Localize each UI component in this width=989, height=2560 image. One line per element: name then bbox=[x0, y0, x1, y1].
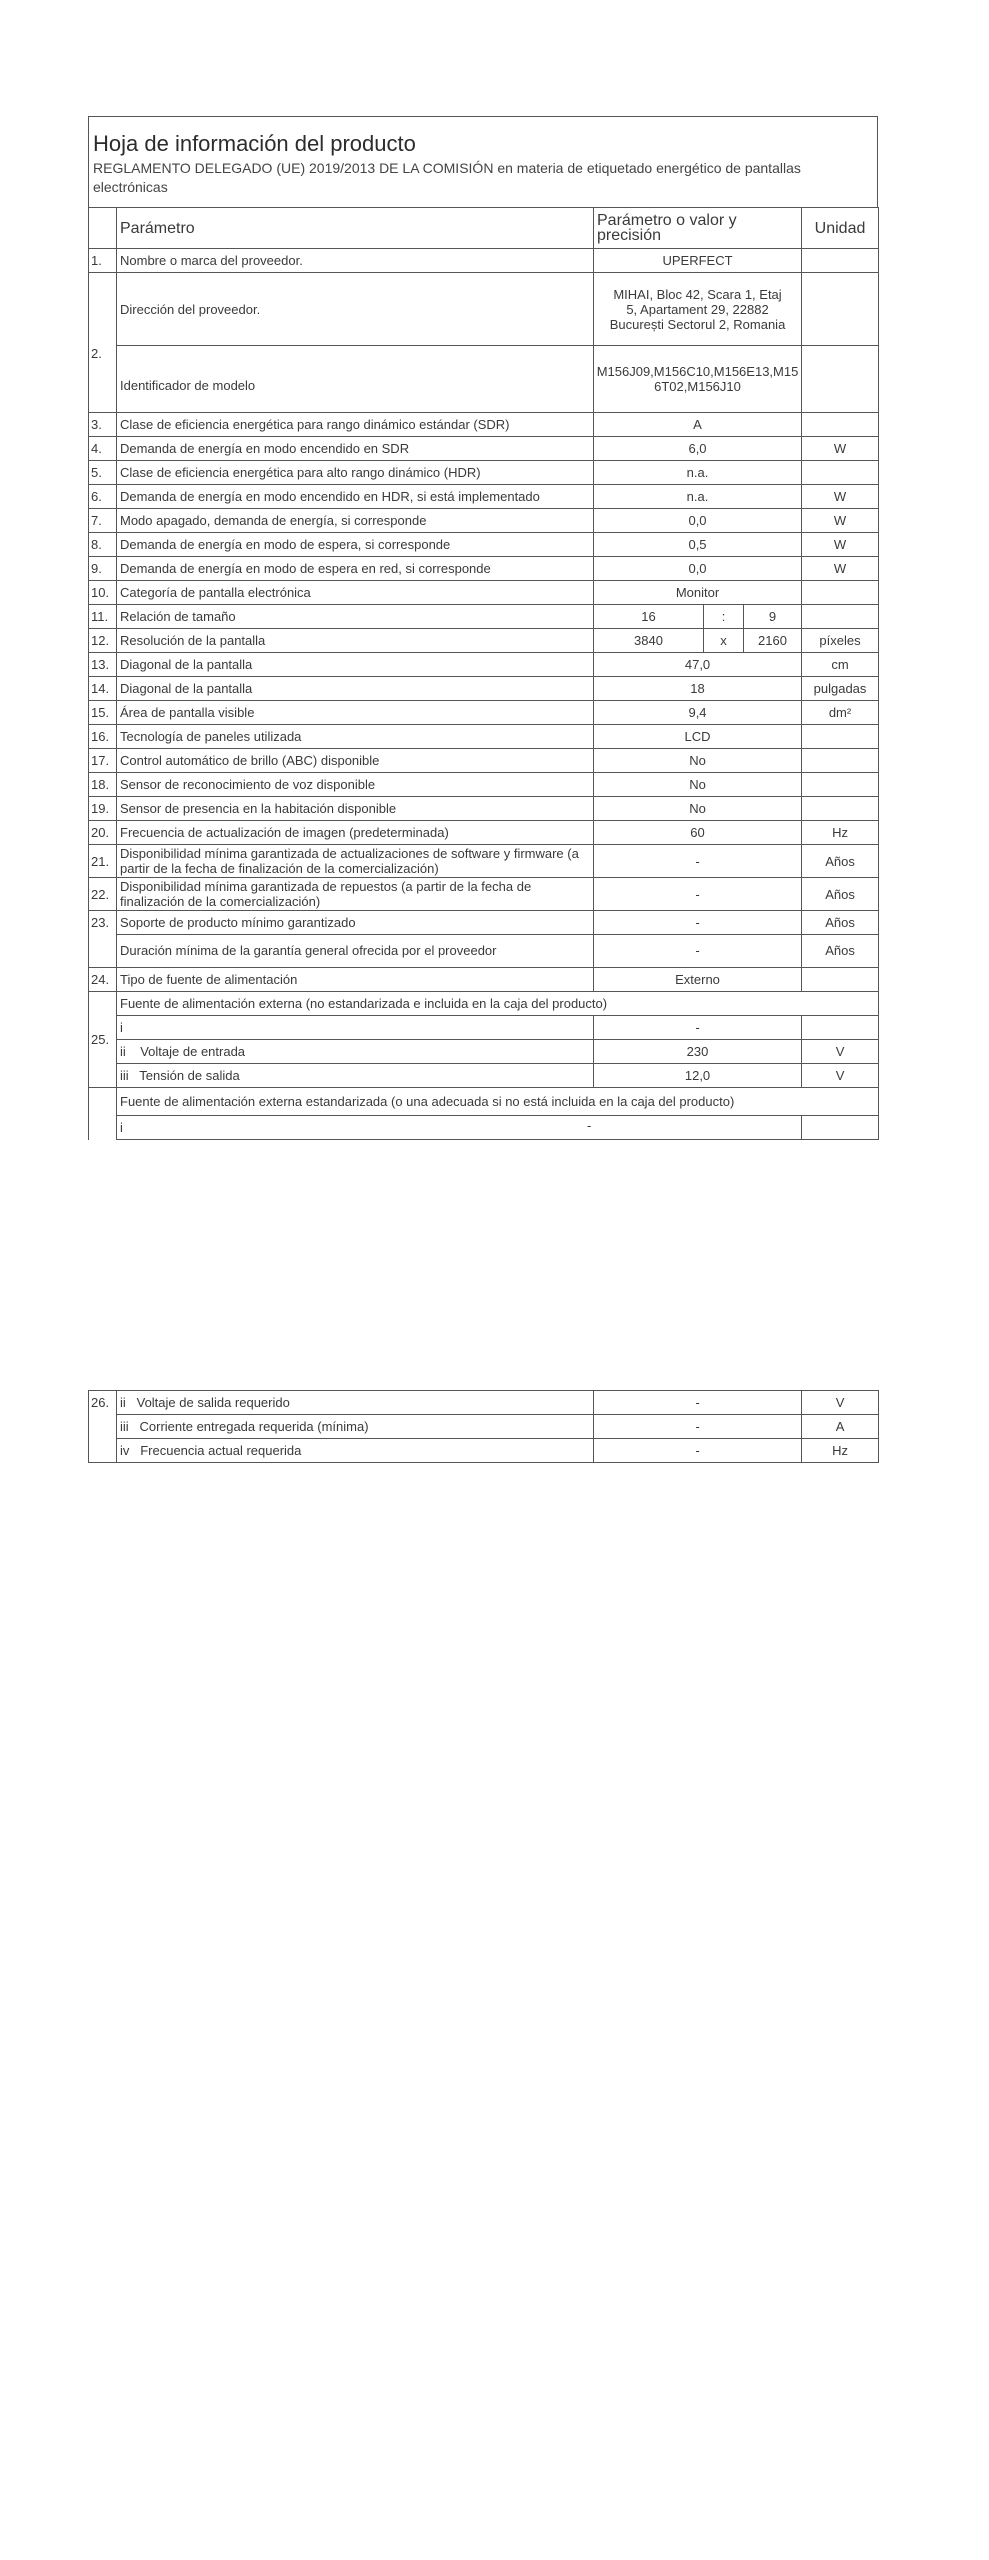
row-unit: Años bbox=[802, 845, 879, 878]
row-number: 26. bbox=[89, 1391, 117, 1463]
row-label: Disponibilidad mínima garantizada de repuestos (a partir de la fecha de finalización de la comercialización) bbox=[117, 878, 594, 911]
table-row bbox=[89, 773, 879, 797]
row-unit: Años bbox=[802, 911, 879, 935]
row-unit: dm² bbox=[802, 701, 879, 725]
table-row bbox=[89, 509, 879, 533]
row-unit: W bbox=[802, 485, 879, 509]
row-number bbox=[89, 1087, 117, 1116]
row-unit: W bbox=[802, 557, 879, 581]
row-value: 0,5 bbox=[594, 533, 802, 557]
row-value: 12,0 bbox=[594, 1063, 802, 1087]
row-number: 15. bbox=[89, 701, 117, 725]
row-label: Diagonal de la pantalla bbox=[117, 653, 594, 677]
row-number: 1. bbox=[89, 249, 117, 273]
row-label: iii Corriente entregada requerida (mínima) bbox=[117, 1415, 594, 1439]
row-unit bbox=[802, 773, 879, 797]
table-row bbox=[89, 1415, 879, 1439]
row-label: Fuente de alimentación externa (no estandarizada e incluida en la caja del producto) bbox=[117, 991, 879, 1015]
resolution-height: 2160 bbox=[744, 629, 802, 653]
page-gap-cell bbox=[89, 1140, 879, 1391]
row-label: Demanda de energía en modo encendido en HDR, si está implementado bbox=[117, 485, 594, 509]
table-row bbox=[89, 878, 879, 911]
row-label bbox=[117, 1116, 802, 1140]
table-row bbox=[89, 1391, 879, 1415]
table-row bbox=[89, 461, 879, 485]
row-value: A bbox=[594, 413, 802, 437]
table-row bbox=[89, 557, 879, 581]
row-unit: Hz bbox=[802, 821, 879, 845]
row-value: 0,0 bbox=[594, 509, 802, 533]
table-row bbox=[89, 653, 879, 677]
row-number: 24. bbox=[89, 967, 117, 991]
row-value: 0,0 bbox=[594, 557, 802, 581]
row-number: 19. bbox=[89, 797, 117, 821]
table-row bbox=[89, 911, 879, 935]
row-unit bbox=[802, 725, 879, 749]
row-number bbox=[89, 273, 117, 346]
row-unit bbox=[802, 967, 879, 991]
row-number: 4. bbox=[89, 437, 117, 461]
row-unit: A bbox=[802, 1415, 879, 1439]
row-number: 3. bbox=[89, 413, 117, 437]
product-info-table bbox=[88, 207, 879, 1463]
table-row bbox=[89, 797, 879, 821]
row-number: 9. bbox=[89, 557, 117, 581]
row-number: 22. bbox=[89, 878, 117, 911]
row-value: n.a. bbox=[594, 461, 802, 485]
table-row bbox=[89, 701, 879, 725]
table-row bbox=[89, 533, 879, 557]
row-label: Diagonal de la pantalla bbox=[117, 677, 594, 701]
row-unit: W bbox=[802, 533, 879, 557]
row-label: Resolución de la pantalla bbox=[117, 629, 594, 653]
table-row bbox=[89, 1063, 879, 1087]
row-label: iv Frecuencia actual requerida bbox=[117, 1439, 594, 1463]
row-label: Nombre o marca del proveedor. bbox=[117, 249, 594, 273]
header-unit: Unidad bbox=[802, 208, 879, 249]
header-num-cell bbox=[89, 208, 117, 249]
row-value: MIHAI, Bloc 42, Scara 1, Etaj 5, Apartament 29, 22882 București Sectorul 2, Romania bbox=[594, 273, 802, 346]
row-label: Tecnología de paneles utilizada bbox=[117, 725, 594, 749]
row-label: ii Voltaje de entrada bbox=[117, 1039, 594, 1063]
page-title: Hoja de información del producto bbox=[93, 131, 416, 156]
aspect-separator: : bbox=[704, 605, 744, 629]
row-label: i bbox=[117, 1015, 594, 1039]
table-row bbox=[89, 991, 879, 1015]
row-label: Tipo de fuente de alimentación bbox=[117, 967, 594, 991]
row-value: 9,4 bbox=[594, 701, 802, 725]
header-param: Parámetro bbox=[117, 208, 594, 249]
row-value: - bbox=[594, 878, 802, 911]
row-unit bbox=[802, 749, 879, 773]
table-row bbox=[89, 749, 879, 773]
row-value: 6,0 bbox=[594, 437, 802, 461]
resolution-separator: x bbox=[704, 629, 744, 653]
row-number bbox=[89, 935, 117, 968]
row-unit: V bbox=[802, 1391, 879, 1415]
row-number: 17. bbox=[89, 749, 117, 773]
row-label: Demanda de energía en modo encendido en SDR bbox=[117, 437, 594, 461]
table-row bbox=[89, 821, 879, 845]
row-unit bbox=[802, 797, 879, 821]
row-label: Soporte de producto mínimo garantizado bbox=[117, 911, 594, 935]
row-number: 13. bbox=[89, 653, 117, 677]
row-value: - bbox=[594, 1439, 802, 1463]
table-row bbox=[89, 725, 879, 749]
row-unit bbox=[802, 581, 879, 605]
table-row bbox=[89, 605, 879, 629]
row-unit bbox=[802, 249, 879, 273]
row-value: - bbox=[594, 845, 802, 878]
row-label: Identificador de modelo bbox=[117, 346, 594, 413]
item-marker: i bbox=[120, 1120, 123, 1135]
row-number: 25. bbox=[89, 991, 117, 1087]
product-info-sheet bbox=[88, 116, 878, 1463]
table-row bbox=[89, 845, 879, 878]
row-label: Control automático de brillo (ABC) disponible bbox=[117, 749, 594, 773]
sheet-header bbox=[88, 116, 878, 207]
regulation-subtitle: REGLAMENTO DELEGADO (UE) 2019/2013 DE LA COMISIÓN en materia de etiquetado energético de pantallas electrónicas bbox=[93, 160, 801, 195]
row-value: - bbox=[594, 1015, 802, 1039]
row-number: 12. bbox=[89, 629, 117, 653]
row-value: No bbox=[594, 773, 802, 797]
row-label: Categoría de pantalla electrónica bbox=[117, 581, 594, 605]
row-unit: V bbox=[802, 1039, 879, 1063]
row-value: No bbox=[594, 749, 802, 773]
table-row bbox=[89, 249, 879, 273]
row-unit: W bbox=[802, 437, 879, 461]
row-value: 230 bbox=[594, 1039, 802, 1063]
row-number: 21. bbox=[89, 845, 117, 878]
table-row bbox=[89, 273, 879, 346]
header-value: Parámetro o valor y precisión bbox=[594, 208, 802, 249]
row-value: 18 bbox=[594, 677, 802, 701]
page-gap bbox=[89, 1140, 879, 1391]
row-value: LCD bbox=[594, 725, 802, 749]
row-unit bbox=[802, 346, 879, 413]
row-label: Sensor de presencia en la habitación disponible bbox=[117, 797, 594, 821]
row-unit: W bbox=[802, 509, 879, 533]
table-row bbox=[89, 485, 879, 509]
row-unit: V bbox=[802, 1063, 879, 1087]
row-label: iii Tensión de salida bbox=[117, 1063, 594, 1087]
table-header-row bbox=[89, 208, 879, 249]
row-unit: Años bbox=[802, 935, 879, 968]
table-row bbox=[89, 677, 879, 701]
row-unit bbox=[802, 1015, 879, 1039]
row-label: Demanda de energía en modo de espera, si corresponde bbox=[117, 533, 594, 557]
row-label: ii Voltaje de salida requerido bbox=[117, 1391, 594, 1415]
row-value: - bbox=[594, 911, 802, 935]
row-unit bbox=[802, 461, 879, 485]
row-value: UPERFECT bbox=[594, 249, 802, 273]
row-unit bbox=[802, 273, 879, 346]
row-number: 10. bbox=[89, 581, 117, 605]
row-value: Externo bbox=[594, 967, 802, 991]
table-row bbox=[89, 1087, 879, 1116]
table-row bbox=[89, 1039, 879, 1063]
row-number: 8. bbox=[89, 533, 117, 557]
row-label: Demanda de energía en modo de espera en red, si corresponde bbox=[117, 557, 594, 581]
table-row bbox=[89, 413, 879, 437]
row-label: Clase de eficiencia energética para alto rango dinámico (HDR) bbox=[117, 461, 594, 485]
row-unit bbox=[802, 413, 879, 437]
row-label: Disponibilidad mínima garantizada de actualizaciones de software y firmware (a partir de la fecha de finalización de la comercialización) bbox=[117, 845, 594, 878]
row-number: 23. bbox=[89, 911, 117, 935]
table-row bbox=[89, 1116, 879, 1140]
row-unit: píxeles bbox=[802, 629, 879, 653]
table-row bbox=[89, 346, 879, 413]
row-value: Monitor bbox=[594, 581, 802, 605]
row-number: 11. bbox=[89, 605, 117, 629]
row-value: - bbox=[587, 1118, 592, 1133]
row-number: 2. bbox=[89, 346, 117, 413]
table-row bbox=[89, 935, 879, 968]
row-number: 5. bbox=[89, 461, 117, 485]
row-label: Duración mínima de la garantía general ofrecida por el proveedor bbox=[117, 935, 594, 968]
table-row bbox=[89, 1439, 879, 1463]
aspect-width: 16 bbox=[594, 605, 704, 629]
row-unit: pulgadas bbox=[802, 677, 879, 701]
row-unit: cm bbox=[802, 653, 879, 677]
row-number: 6. bbox=[89, 485, 117, 509]
row-number: 7. bbox=[89, 509, 117, 533]
row-label: Sensor de reconocimiento de voz disponible bbox=[117, 773, 594, 797]
row-number: 14. bbox=[89, 677, 117, 701]
row-value: - bbox=[594, 935, 802, 968]
row-label: Modo apagado, demanda de energía, si corresponde bbox=[117, 509, 594, 533]
table-row bbox=[89, 581, 879, 605]
row-label: Clase de eficiencia energética para rango dinámico estándar (SDR) bbox=[117, 413, 594, 437]
row-label: Dirección del proveedor. bbox=[117, 273, 594, 346]
row-unit: Hz bbox=[802, 1439, 879, 1463]
row-value: 60 bbox=[594, 821, 802, 845]
row-number: 18. bbox=[89, 773, 117, 797]
row-number bbox=[89, 1116, 117, 1140]
row-number: 20. bbox=[89, 821, 117, 845]
row-label: Frecuencia de actualización de imagen (predeterminada) bbox=[117, 821, 594, 845]
table-row bbox=[89, 1015, 879, 1039]
table-row bbox=[89, 437, 879, 461]
row-value: 47,0 bbox=[594, 653, 802, 677]
row-unit bbox=[802, 1116, 879, 1140]
row-value: M156J09,M156C10,M156E13,M156T02,M156J10 bbox=[594, 346, 802, 413]
resolution-width: 3840 bbox=[594, 629, 704, 653]
row-label: Relación de tamaño bbox=[117, 605, 594, 629]
row-value: - bbox=[594, 1415, 802, 1439]
row-unit bbox=[802, 605, 879, 629]
row-value: - bbox=[594, 1391, 802, 1415]
row-value: n.a. bbox=[594, 485, 802, 509]
row-label: Área de pantalla visible bbox=[117, 701, 594, 725]
table-row bbox=[89, 629, 879, 653]
row-value: No bbox=[594, 797, 802, 821]
row-unit: Años bbox=[802, 878, 879, 911]
row-label: Fuente de alimentación externa estandarizada (o una adecuada si no está incluida en la caja del producto) bbox=[117, 1087, 879, 1116]
row-number: 16. bbox=[89, 725, 117, 749]
aspect-height: 9 bbox=[744, 605, 802, 629]
table-row bbox=[89, 967, 879, 991]
